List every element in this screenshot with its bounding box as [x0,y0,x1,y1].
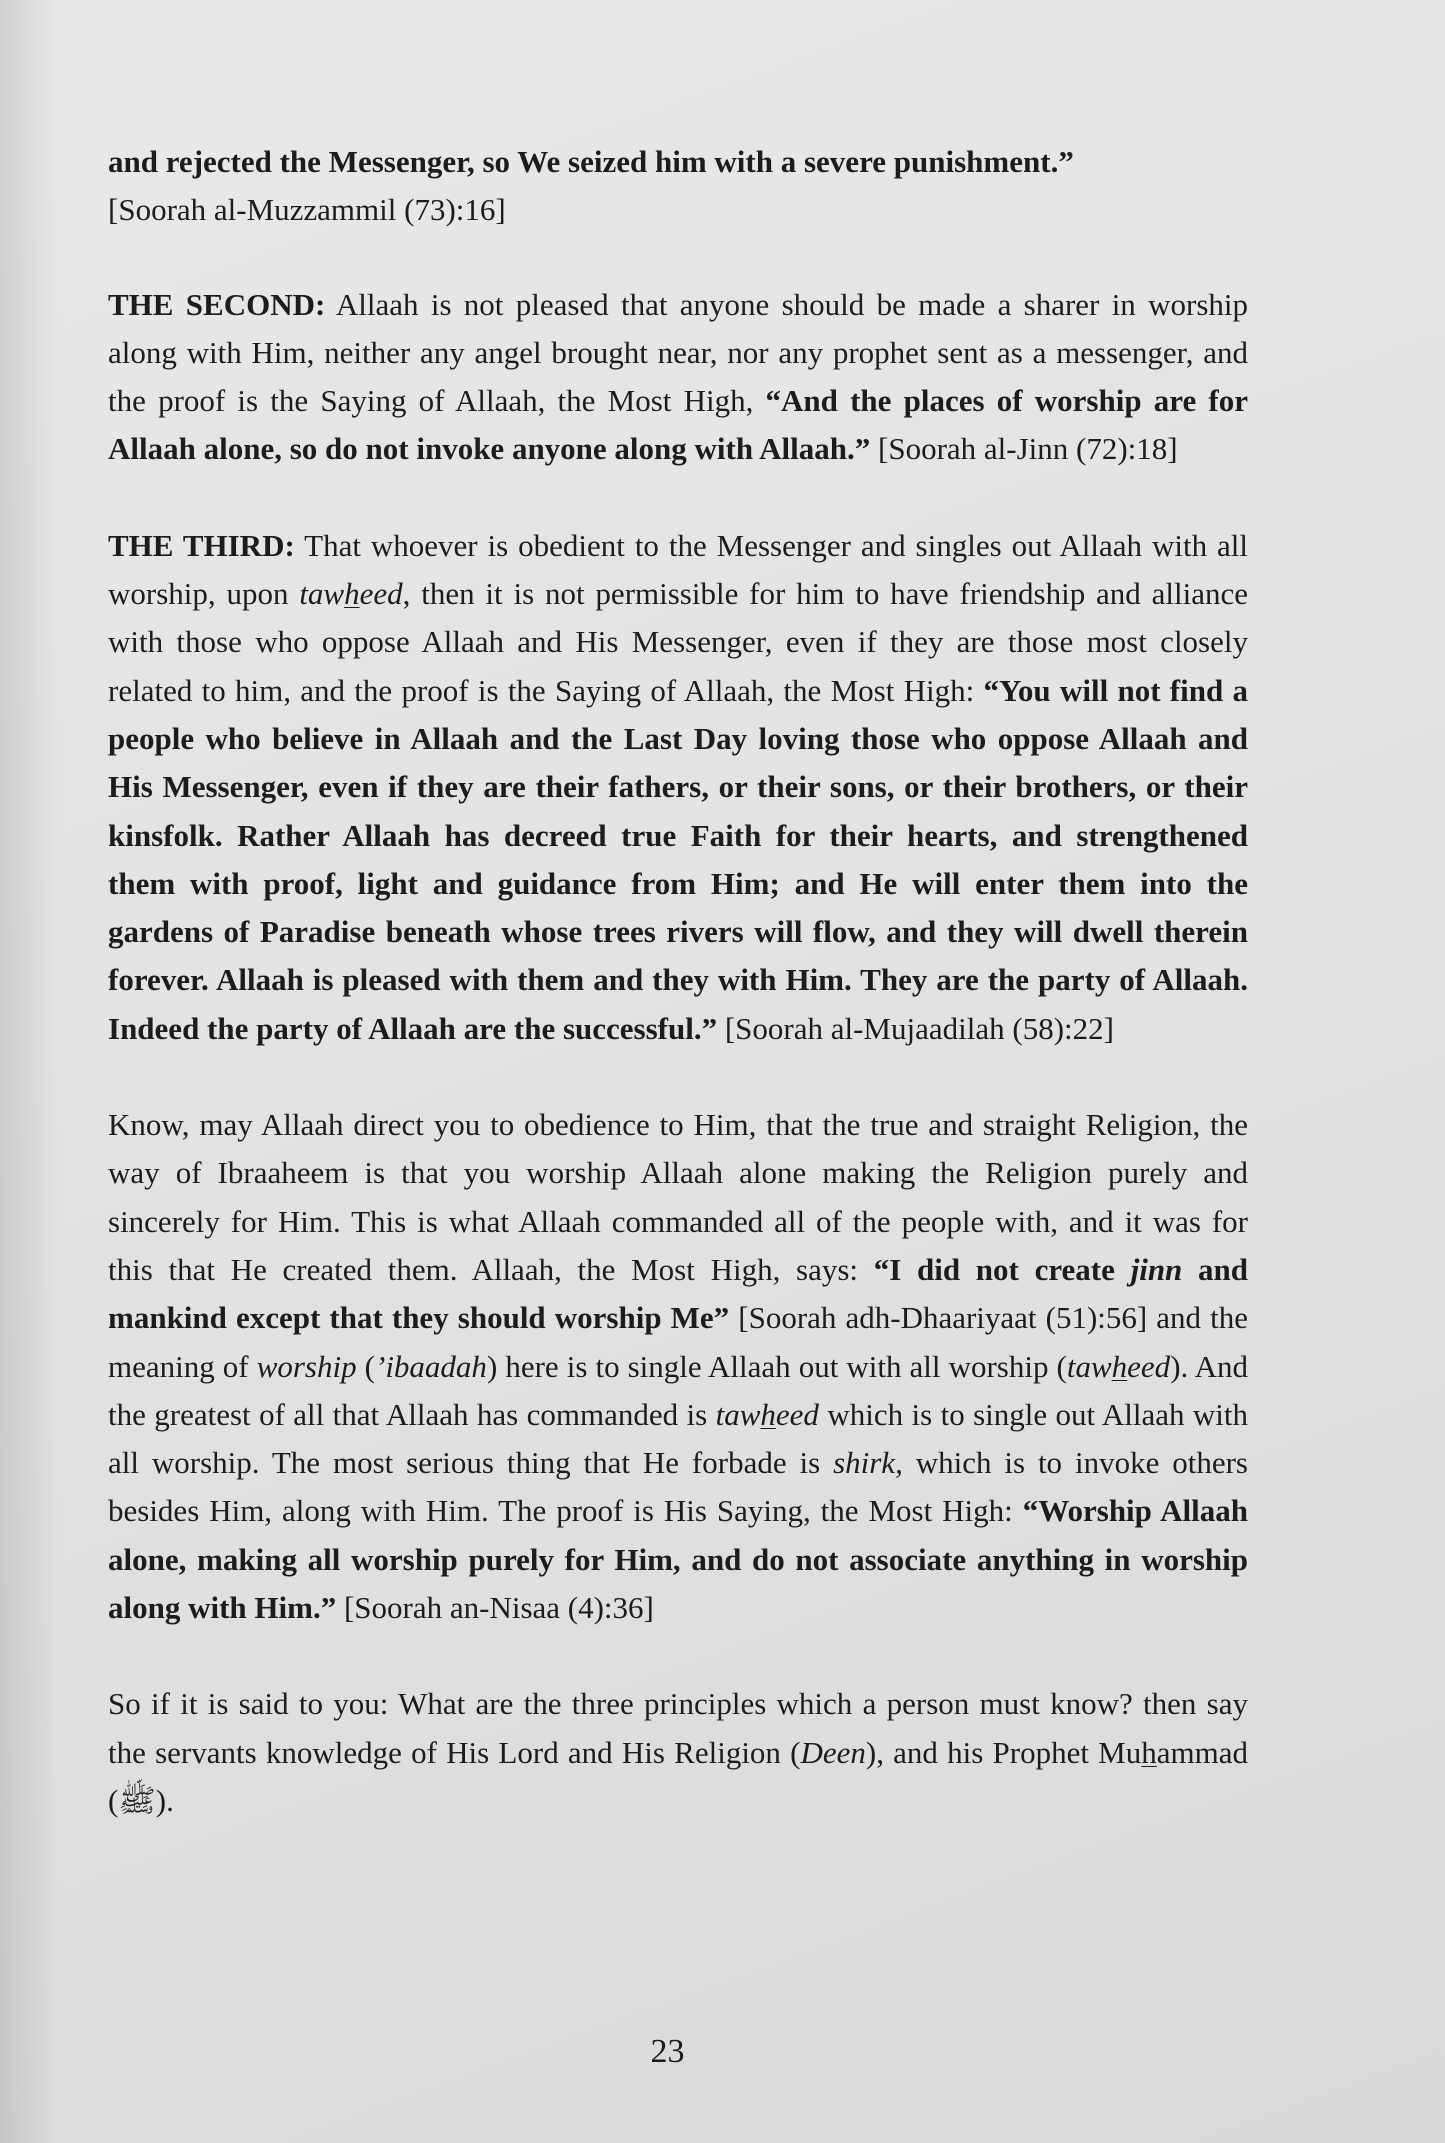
term-tawheed [299,576,402,611]
text-know-5: ). And the greatest of all that Allaah has commanded is [108,1348,1248,1432]
text-the-second: Allaah is not pleased that anyone should be made a sharer in worship along with Him, neither any angel brought near, nor any prophet sent as a messenger, and the proof is the Saying of Allaah, the Most High, [108,286,1248,419]
term-part: eed [359,576,403,612]
quote-muzzammil: and rejected the Messenger, so We seized him with a severe punishment.” [108,144,1074,179]
heading-the-third: THE THIRD: [108,527,295,563]
paragraph-the-third [108,522,1248,1053]
quote-part: “I did not create [873,1251,1131,1287]
term-tawheed [1067,1349,1170,1384]
quote-jinn: “And the places of worship are for Allaah alone, so do not invoke anyone along with Allaah.” [108,383,1248,467]
heading-the-second: THE SECOND: [108,286,326,322]
term-tawheed [716,1397,819,1432]
paragraph-1 [108,138,1248,235]
salutation-glyph: ﷺ [118,1782,156,1818]
text-know-7: which is to invoke others besides Him, along with Him. The proof is His Saying, the Most High: [108,1445,1248,1529]
text-principles-u: h [1141,1734,1157,1770]
text-the-third-2: , then it is not permissible for him to have friendship and alliance with those who oppose Allaah and His Messenger, even if they are those most closely related to him, and the proof is the Saying of Allaah, the Most High: [108,576,1248,708]
text-know-6: which is to single out Allaah with all worship. The most serious thing that He forbade is [108,1396,1248,1481]
text-know-4: ) here is to single Allaah out with all worship ( [486,1348,1067,1384]
text-principles-2: ), and his Prophet Mu [865,1734,1142,1770]
quote-part: jinn [1130,1251,1183,1287]
page-number: 23 [650,2033,685,2070]
quote-nisaa: “Worship Allaah alone, making all worship purely for Him, and do not associate anything in worship along with Him.” [108,1493,1248,1626]
term-part: h [760,1396,776,1432]
term-shirk: shirk, [833,1445,903,1481]
text-know-2: [Soorah adh-Dhaariyaat (51):56] and the meaning of [108,1300,1248,1384]
text-know-1: Know, may Allaah direct you to obedience to Him, that the true and straight Religion, the way of Ibraaheem is that you worship Allaah alone making the Religion purely and sincerely for Him. This is what Allaah commanded all of the people with, and it was for this that He created them. Allaah, the Most High, says: [108,1107,1248,1287]
ref-mujaadilah: [Soorah al-Mujaadilah (58):22] [717,1010,1114,1046]
quote-mujaadilah: “You will not find a people who believe in Allaah and the Last Day loving those who oppose Allaah and His Messenger, even if they are their fathers, or their sons, or their brothers, or their kinsfolk. Rather Allaah has decreed true Faith for their hearts, and strengthened them with proof, light and guidance from Him; and He will enter them into the gardens of Paradise beneath whose trees rivers will flow, and they will dwell therein forever. Allaah is pleased with them and they with Him. They are the party of Allaah. Indeed the party of Allaah are the successful.” [108,672,1248,1046]
term-part: eed [1127,1348,1171,1384]
paragraph-three-principles [108,1680,1248,1825]
page-edge-shadow [0,0,60,2143]
term-part: taw [715,1396,761,1432]
ref-muzzammil: [Soorah al-Muzzammil (73):16] [108,192,506,228]
term-part: h [344,576,360,612]
term-part: taw [1066,1348,1112,1384]
text-principles-3: ammad ( [108,1734,1248,1818]
quote-part: and mankind except that they should worship Me” [108,1251,1249,1336]
text-know-3: ( [356,1348,375,1384]
text-principles-1: So if it is said to you: What are the three principles which a person must know? then say the servants knowledge of His Lord and His Religion ( [108,1686,1248,1770]
page-body [108,138,1248,1873]
paragraph-know [108,1101,1248,1632]
term-part: h [1111,1348,1128,1384]
paragraph-the-second [108,281,1248,474]
term-ibaadah: ’ibaadah [375,1348,487,1384]
term-part: eed [775,1396,819,1432]
ref-jinn: [Soorah al-Jinn (72):18] [870,431,1178,467]
text-principles-4: ). [155,1782,174,1818]
term-deen: Deen [800,1734,866,1770]
ref-nisaa: [Soorah an-Nisaa (4):36] [336,1590,654,1626]
term-part: taw [299,576,345,612]
term-worship: worship [256,1348,357,1384]
text-the-third-1: That whoever is obedient to the Messenger and singles out Allaah with all worship, upon [108,527,1249,612]
